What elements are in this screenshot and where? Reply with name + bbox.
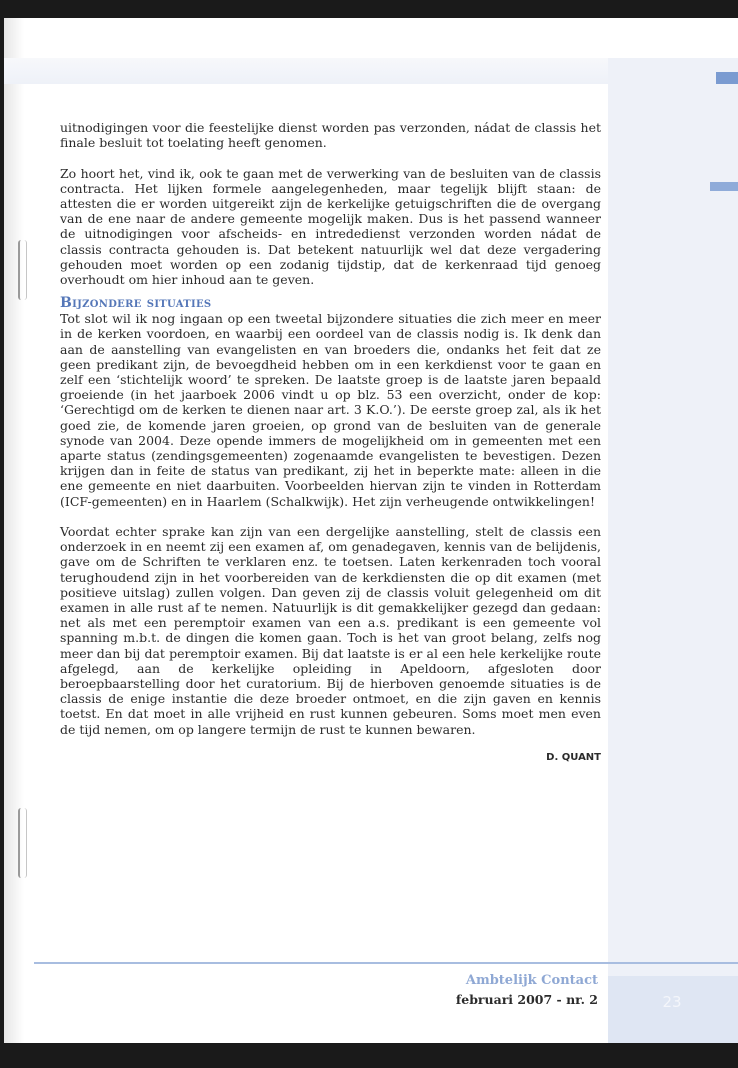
- author-signature: D. QUANT: [546, 752, 601, 764]
- paragraph-1: uitnodigingen voor die feestelijke dienst worden pas verzonden, nádat de classis het finale besluit tot toelating heeft genomen.: [60, 120, 601, 151]
- staple-mark-bottom: [18, 808, 27, 878]
- scan-edge-shadow: [4, 18, 24, 1043]
- article-body: [60, 120, 601, 765]
- staple-mark-top: [18, 240, 27, 300]
- paragraph-3: Tot slot wil ik nog ingaan op een tweetal bijzondere situaties die zich meer en meer in de kerken voordoen, en waarbij een oordeel van de classis nodig is. Ik denk dan aan de aanstelling van evangelisten en van broeders die, ondanks het feit dat ze geen predikant zijn, de bevoegdheid hebben om in een kerkdienst voor te gaan en zelf een ‘stichtelijk woord’ te spreken. De laatste groep is de laatste jaren bepaald groeiende (in het jaarboek 2006 vindt u op blz. 53 een overzicht, onder de kop: ‘Gerechtigd om de kerken te dienen naar art. 3 K.O.’). De eerste groep zal, als ik het goed zie, de komende jaren groeien, op grond van de besluiten van de generale synode van 2004. Deze opende immers de mogelijkheid om in gemeenten met een aparte status (zendingsgemeenten) zogenaamde evangelisten te bevestigen. Dezen krijgen dan in feite de status van predikant, zij het in beperkte mate: alleen in die ene gemeente en niet daarbuiten. Voorbeelden hiervan zijn te vinden in Rotterdam (ICF-gemeenten) en in Haarlem (Schalkwijk). Het zijn verheugende ontwikkelingen!: [60, 311, 601, 509]
- footer-divider: [34, 962, 738, 964]
- footer-magazine-title: Ambtelijk Contact: [465, 973, 598, 988]
- blue-tab-marker-top: [716, 72, 738, 84]
- section-heading: Bijzondere situaties: [60, 295, 212, 312]
- paragraph-4: Voordat echter sprake kan zijn van een dergelijke aanstelling, stelt de classis een onderzoek in en neemt zij een examen af, om genadegaven, kennis van de belijdenis, gave om de Schriften te verklaren enz. te toetsen. Laten kerkenraden toch vooral terughoudend zijn in het voorbereiden van de kerkdiensten die op dit examen (met positieve uitslag) zullen volgen. Dan geven zij de classis voluit gelegenheid om dit examen in alle rust af te nemen. Natuurlijk is dit gemakkelijker gezegd dan gedaan: net als met een peremptoir examen van een a.s. predikant is een gemeente vol spanning m.b.t. de dingen die komen gaan. Toch is het van groot belang, zelfs nog meer dan bij dat peremptoir examen. Bij dat laatste is er al een hele kerkelijke route afgelegd, aan de kerkelijke opleiding in Apeldoorn, afgesloten door beroepbaarstelling door het curatorium. Bij de hierboven genoemde situaties is de classis de enige instantie die deze broeder ontmoet, en die zijn gaven en kennis toetst. En dat moet in alle vrijheid en rust kunnen gebeuren. Soms moet men even de tijd nemen, om op langere termijn de rust te kunnen bewaren.: [60, 524, 601, 737]
- document-page: [4, 18, 738, 1043]
- footer-issue-date: februari 2007 - nr. 2: [455, 992, 598, 1007]
- page-number: 23: [662, 993, 682, 1011]
- right-margin-band: [608, 58, 738, 1043]
- blue-tab-marker-mid: [710, 182, 738, 191]
- paragraph-2: Zo hoort het, vind ik, ook te gaan met de verwerking van de besluiten van de classis contracta. Het lijken formele aangelegenheden, maar tegelijk blijft staan: de attesten die er worden uitgereikt zijn de kerkelijke getuigschriften die de overgang van de ene naar de andere gemeente mogelijk maken. Dus is het passend wanneer de uitnodigingen voor afscheids- en intrededienst verzonden worden nádat de classis contracta gehouden is. Dat betekent natuurlijk wel dat deze vergadering gehouden moet worden op een zodanig tijdstip, dat de kerkenraad tijd genoeg overhoudt om hier inhoud aan te geven.: [60, 165, 601, 288]
